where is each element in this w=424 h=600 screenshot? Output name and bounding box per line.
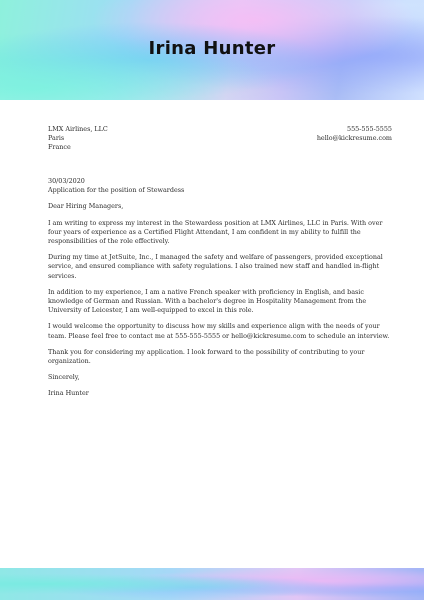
letter-paragraph: I am writing to express my interest in the Stewardess position at LMX Airlines, LLC in Paris. With over four years of experience as a Certified Flight Attendant, I am confident in my ability to fulfill the responsibilities of the role effectively.: [48, 218, 383, 246]
letter-subject: Application for the position of Stewardess: [48, 186, 185, 195]
letter-closing: Sincerely,: [48, 373, 80, 382]
sender-phone: 555-555-5555: [347, 125, 392, 133]
recipient-city: Paris: [48, 134, 65, 142]
sender-email: hello@kickresume.com: [316, 134, 392, 142]
letter-paragraph: In addition to my experience, I am a native French speaker with proficiency in English, and basic knowledge of German and Russian. With a bachelor's degree in Hospitality Management from the University of Leicester, I am well-equipped to excel in this role.: [48, 287, 367, 315]
letter-paragraph: During my time at JetSuite, Inc., I managed the safety and welfare of passengers, provided exceptional service, and ensured compliance with safety regulations. I also trained new staff and handled in-flight services.: [48, 253, 383, 280]
recipient-country: France: [48, 143, 71, 151]
letter-paragraph: I would welcome the opportunity to discuss how my skills and experience align with the needs of your team. Please feel free to contact me at 555-555-5555 or hello@kickresume.com to schedule an interview.: [48, 322, 390, 340]
footer-gradient-band: [0, 568, 424, 600]
letter-paragraph: Thank you for considering my application. I look forward to the possibility of contributing to your organization.: [48, 347, 365, 366]
letter-signature: Irina Hunter: [48, 389, 89, 398]
recipient-address-block: [48, 125, 108, 152]
applicant-name-heading: Irina Hunter: [148, 38, 276, 59]
letter-salutation: Dear Hiring Managers,: [48, 202, 124, 211]
recipient-company: LMX Airlines, LLC: [48, 125, 108, 133]
letter-date: 30/03/2020: [48, 177, 85, 185]
header-fade: [0, 60, 424, 100]
letter-body: [48, 177, 394, 399]
header-gradient-band: [0, 0, 424, 100]
sender-contact-block: [317, 125, 392, 143]
